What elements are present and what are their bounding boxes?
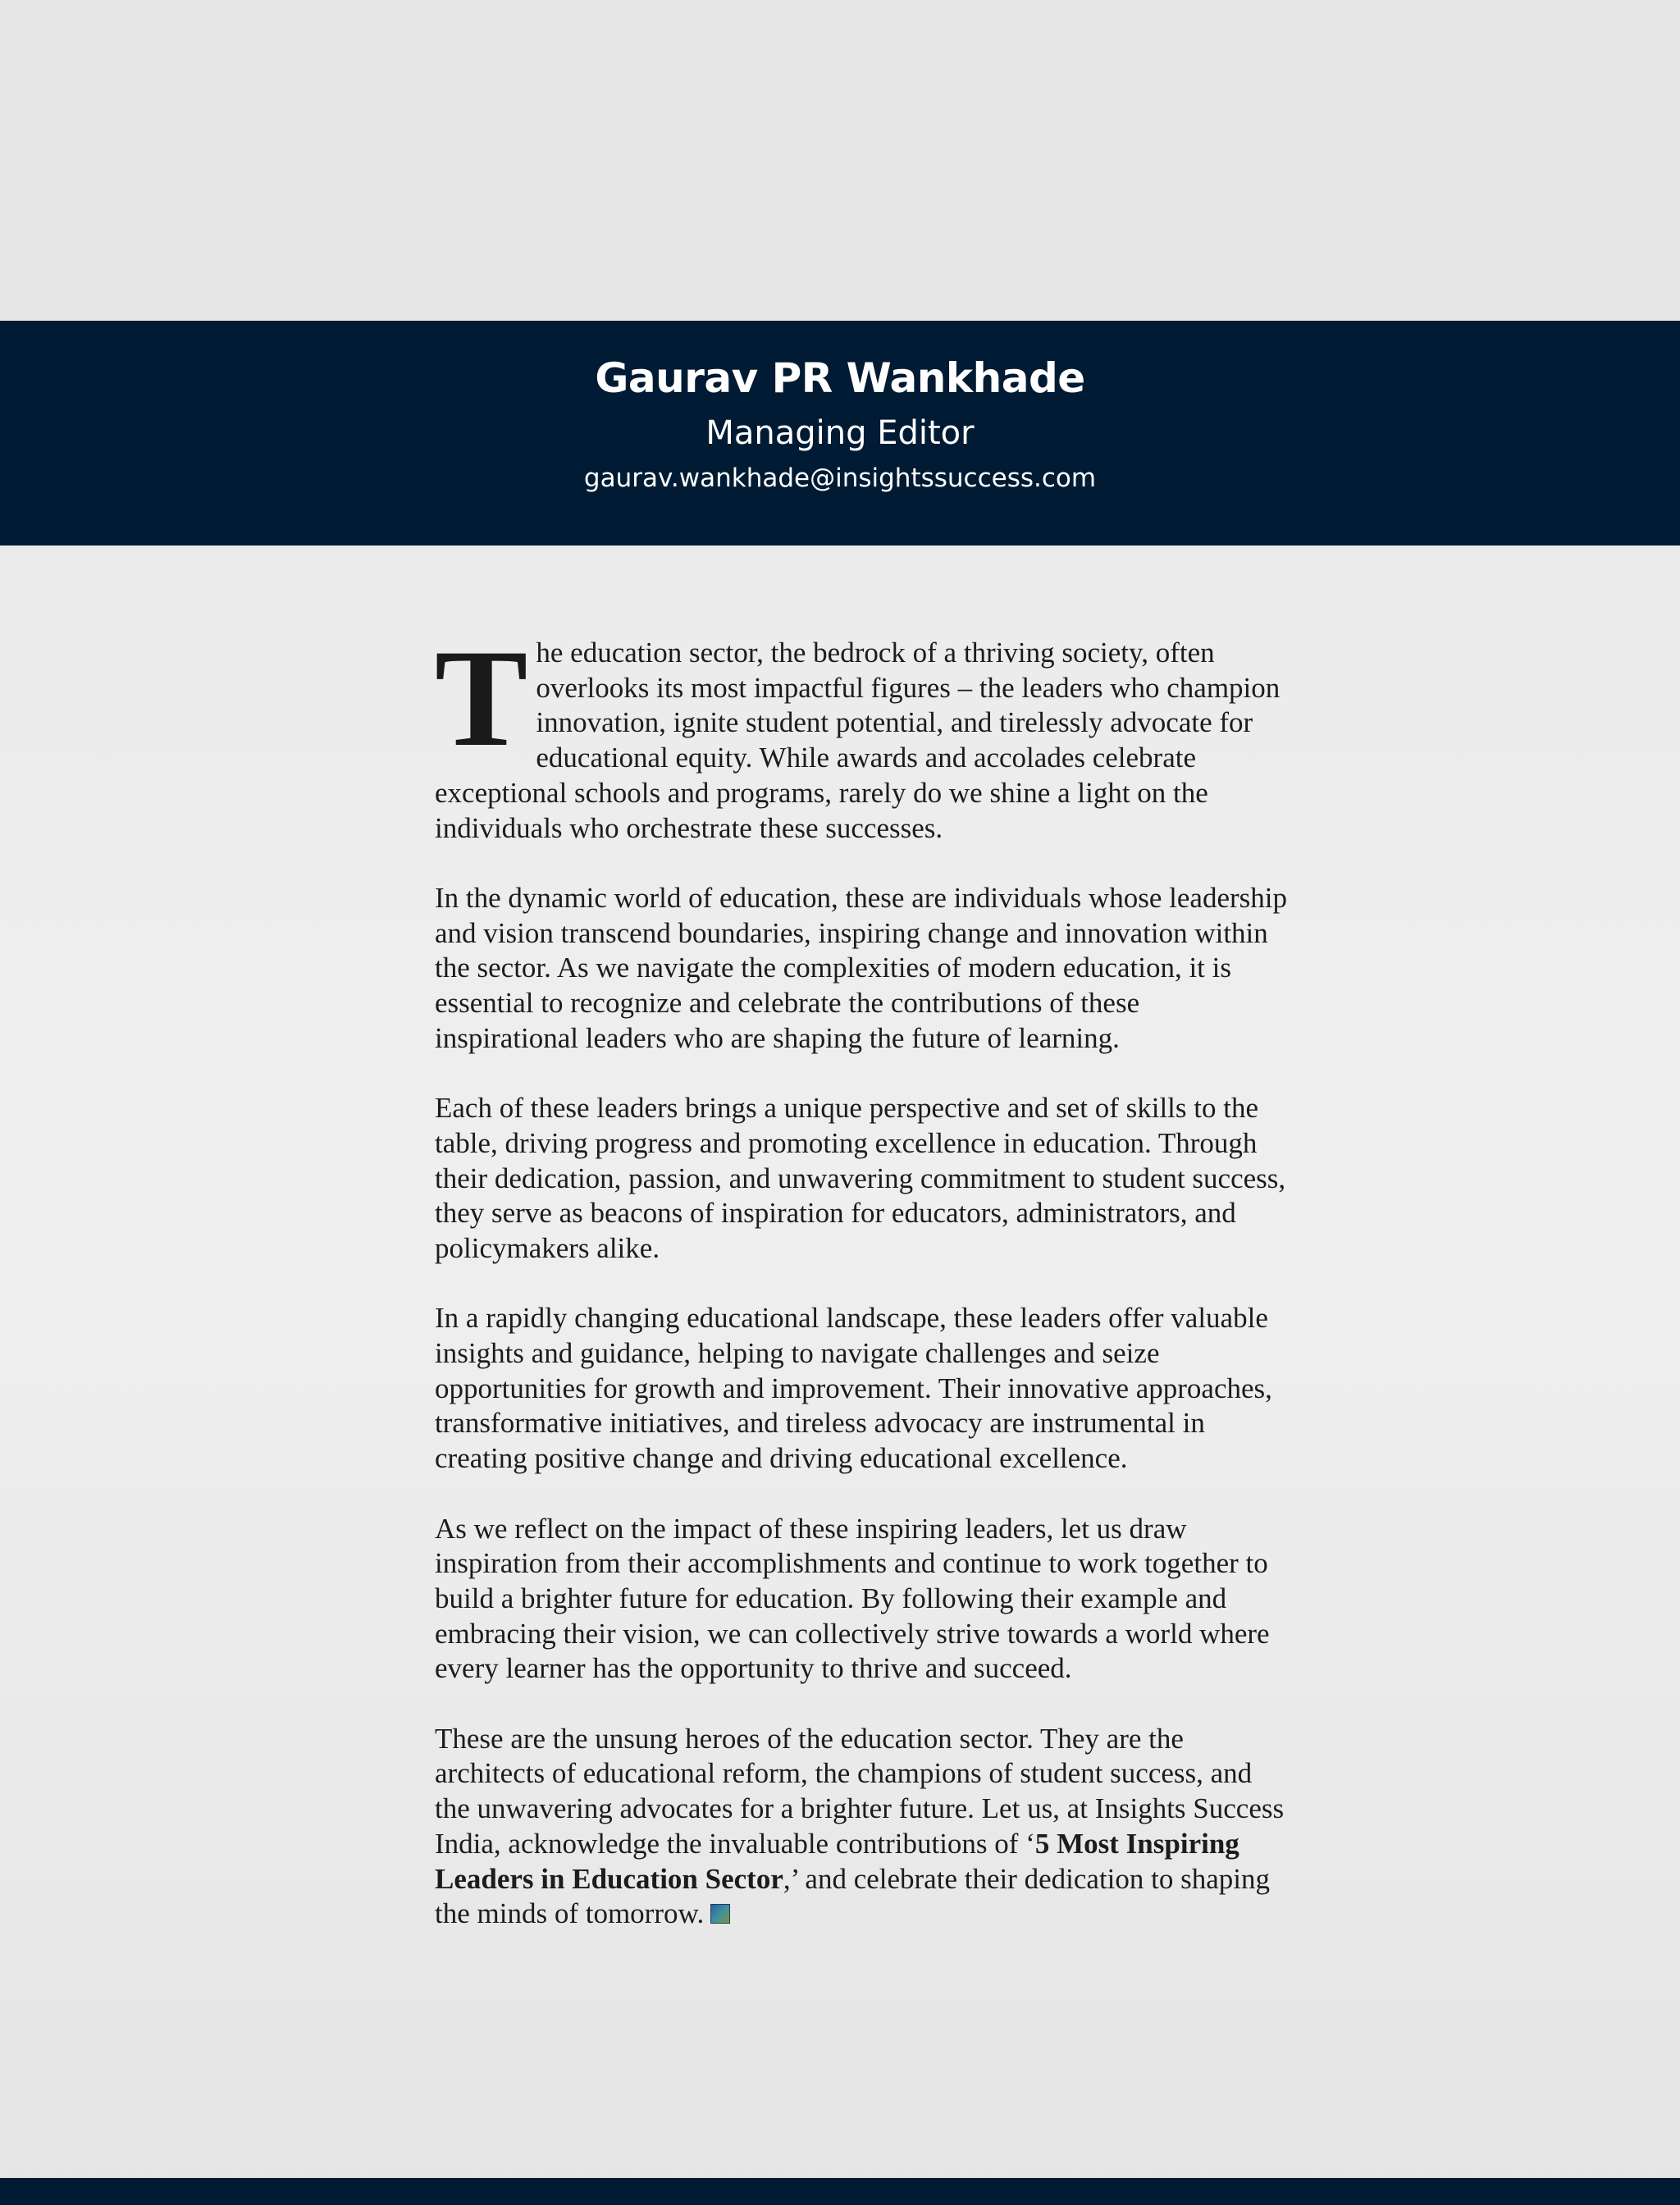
article-paragraph-1: [435, 621, 1288, 846]
top-blank-area: [0, 0, 1680, 321]
article-paragraph-2: In the dynamic world of education, these are individuals whose leadership and vision transcend boundaries, inspiring change and innovation within the sector. As we navigate the complexities of modern education, it is essential to recognize and celebrate the contributions of these inspirational leaders who are shaping the future of learning.: [435, 881, 1287, 1054]
footer-band: [0, 2178, 1680, 2205]
editor-header-band: [0, 321, 1680, 546]
article-paragraph-6: [435, 1722, 1288, 1932]
editor-role: Managing Editor: [705, 414, 975, 452]
feature-title-phrase: 5 Most Inspiring Leaders in Education Sector: [435, 1827, 1239, 1895]
paragraph-6-text-after: ,’ and celebrate their dedication to shaping the minds of tomorrow.: [435, 1862, 1270, 1930]
editor-name: Gaurav PR Wankhade: [595, 354, 1085, 402]
square-end-mark-icon: [710, 1904, 730, 1924]
article-paragraph-3: Each of these leaders brings a unique perspective and set of skills to the table, driving progress and promoting excellence in education. Through their dedication, passion, and unwavering commitment to student success, they serve as beacons of inspiration for educators, administrators, and policymakers alike.: [435, 1092, 1286, 1264]
editor-email: gaurav.wankhade@insightssuccess.com: [583, 463, 1097, 493]
paragraph-1-text: he education sector, the bedrock of a thriving society, often overlooks its most impactful figures – the leaders who champion innovation, ignite student potential, and tirelessly advocate for educational equity. While awards and accolades celebrate exceptional schools and programs, rarely do we shine a light on the individuals who orchestrate these successes.: [435, 637, 1281, 844]
article-paragraph-5: As we reflect on the impact of these inspiring leaders, let us draw inspiration from their accomplishments and continue to work together to build a brighter future for education. By following their example and embracing their vision, we can collectively strive towards a world where every learner has the opportunity to thrive and succeed.: [435, 1512, 1270, 1685]
article-paragraph-4: In a rapidly changing educational landscape, these leaders offer valuable insights and guidance, helping to navigate challenges and seize opportunities for growth and improvement. Their innovative approaches, transformative initiatives, and tireless advocacy are instrumental in creating positive change and driving educational excellence.: [435, 1302, 1272, 1475]
editorial-article: [435, 621, 1288, 1967]
paragraph-6-text-before: These are the unsung heroes of the education sector. They are the architects of educational reform, the champions of student success, and the unwavering advocates for a brighter future. Let us, at Insights Success India, acknowledge the invaluable contributions of ‘: [435, 1722, 1285, 1860]
drop-cap: T: [435, 621, 528, 775]
